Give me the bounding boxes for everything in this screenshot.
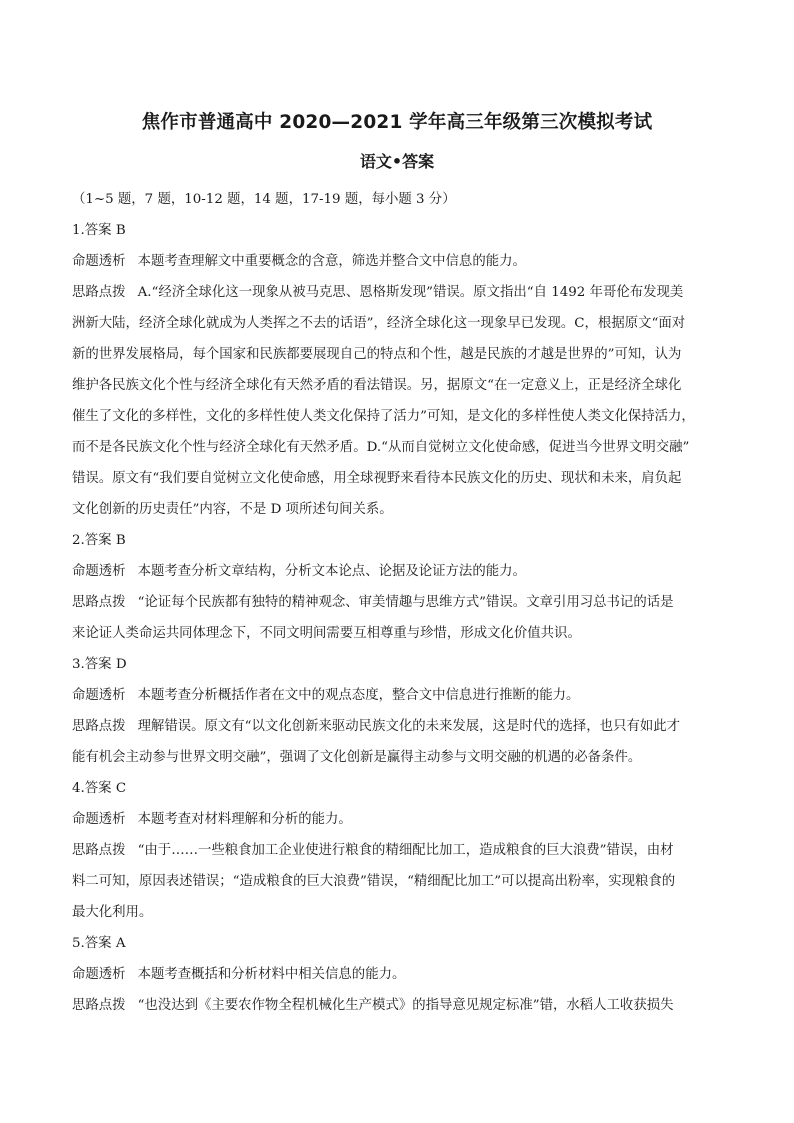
hint-5-line-1: [72, 990, 724, 1021]
hint-1-line-1: 思路点拨 A.“经济全球化这一现象从被马克思、恩格斯发现”错误。原文指出“自 1492 年哥伦布发现美: [72, 277, 724, 308]
analysis-label: 命题透析: [72, 254, 126, 269]
hint-label: 思路点拨: [72, 719, 126, 734]
analysis-text: 本题考查概括和分析材料中相关信息的能力。: [137, 967, 406, 982]
hint-text: “也没达到《主要农作物全程机械化生产模式》的指导意见规定标准”错，水稻人工收获损失: [137, 998, 674, 1013]
answer-3: 3.答案 D: [72, 657, 127, 672]
hint-1-line-8: 文化创新的历史责任”内容，不是 D 项所述句间关系。: [72, 502, 393, 517]
analysis-2: [72, 556, 724, 587]
analysis-text: 本题考查理解文中重要概念的含意，筛选并整合文中信息的能力。: [137, 254, 526, 269]
hint-1-line-4: 维护各民族文化个性与经济全球化有天然矛盾的看法错误。另，据原文“在一定意义上，正是经济全球化: [72, 378, 682, 393]
hint-4-line-3: 最大化利用。: [72, 905, 153, 920]
hint-text: “由于……一些粮食加工企业使进行粮食的精细配比加工，造成粮食的巨大浪费”错误，由材: [137, 843, 674, 858]
analysis-4: [72, 804, 724, 835]
hint-1-line-7: 错误。原文有“我们要自觉树立文化使命感，用全球视野来看待本民族文化的历史、现状和未来，肩负起: [72, 471, 682, 486]
page-title: 焦作市普通高中 2020—2021 学年高三年级第三次模拟考试: [141, 112, 653, 133]
analysis-1: [72, 246, 724, 277]
scoring-note: （1~5 题，7 题，10-12 题，14 题，17-19 题，每小题 3 分）: [72, 192, 456, 207]
hint-4-line-2: 料二可知，原因表述错误；“造成粮食的巨大浪费”错误，“精细配比加工”可以提高出粉率，实现粮食的: [72, 874, 676, 889]
hint-label: 思路点拨: [72, 285, 126, 300]
answer-4: 4.答案 C: [72, 781, 127, 796]
hint-label: 思路点拨: [72, 595, 126, 610]
hint-1-line-5: 催生了文化的多样性，文化的多样性使人类文化保持了活力”可知，是文化的多样性使人类文化保持活力，: [72, 409, 695, 424]
analysis-label: 命题透析: [72, 564, 126, 579]
analysis-3: [72, 680, 724, 711]
hint-label: 思路点拨: [72, 998, 126, 1013]
analysis-label: 命题透析: [72, 967, 126, 982]
analysis-text: 本题考查对材料理解和分析的能力。: [137, 812, 352, 827]
answer-2: 2.答案 B: [72, 533, 126, 548]
hint-2-line-2: 来论证人类命运共同体理念下，不同文明间需要互相尊重与珍惜，形成文化价值共识。: [72, 626, 581, 641]
hint-text: “经济全球化这一现象从被马克思、恩格斯发现”错误。原文指出“自 1492 年哥伦布发现美: [151, 285, 684, 300]
hint-1-line-2: 洲新大陆，经济全球化就成为人类挥之不去的话语”，经济全球化这一现象早已发现。C，根据原文“面对: [72, 316, 686, 331]
hint-label: 思路点拨: [72, 843, 126, 858]
hint-3-line-2: 能有机会主动参与世界文明交融”，强调了文化创新是赢得主动参与文明交融的机遇的必备条件。: [72, 750, 642, 765]
hint-text: 理解错误。原文有“以文化创新来驱动民族文化的未来发展，这是时代的选择，也只有如此才: [137, 719, 681, 734]
hint-1-line-3: 新的世界发展格局，每个国家和民族都要展现自己的特点和个性，越是民族的才越是世界的”可知，认为: [72, 347, 682, 362]
analysis-text: 本题考查分析概括作者在文中的观点态度，整合文中信息进行推断的能力。: [137, 688, 580, 703]
hint-1-line-6: 而不是各民族文化个性与经济全球化有天然矛盾。D.“从而自觉树立文化使命感，促进当今世界文明交融”: [72, 440, 690, 455]
hint-4-line-1: [72, 835, 724, 866]
page-subtitle: 语文•答案: [359, 152, 435, 171]
analysis-label: 命题透析: [72, 688, 126, 703]
hint-2-line-1: [72, 587, 724, 618]
hint-3-line-1: [72, 711, 724, 742]
analysis-text: 本题考查分析文章结构，分析文本论点、论据及论证方法的能力。: [137, 564, 526, 579]
answer-1: 1.答案 B: [72, 223, 126, 238]
answer-content: [72, 184, 724, 1021]
analysis-5: [72, 959, 724, 990]
hint-text: “论证每个民族都有独特的精神观念、审美情趣与思维方式”错误。文章引用习总书记的话是: [137, 595, 674, 610]
answer-5: 5.答案 A: [72, 936, 126, 951]
analysis-label: 命题透析: [72, 812, 126, 827]
